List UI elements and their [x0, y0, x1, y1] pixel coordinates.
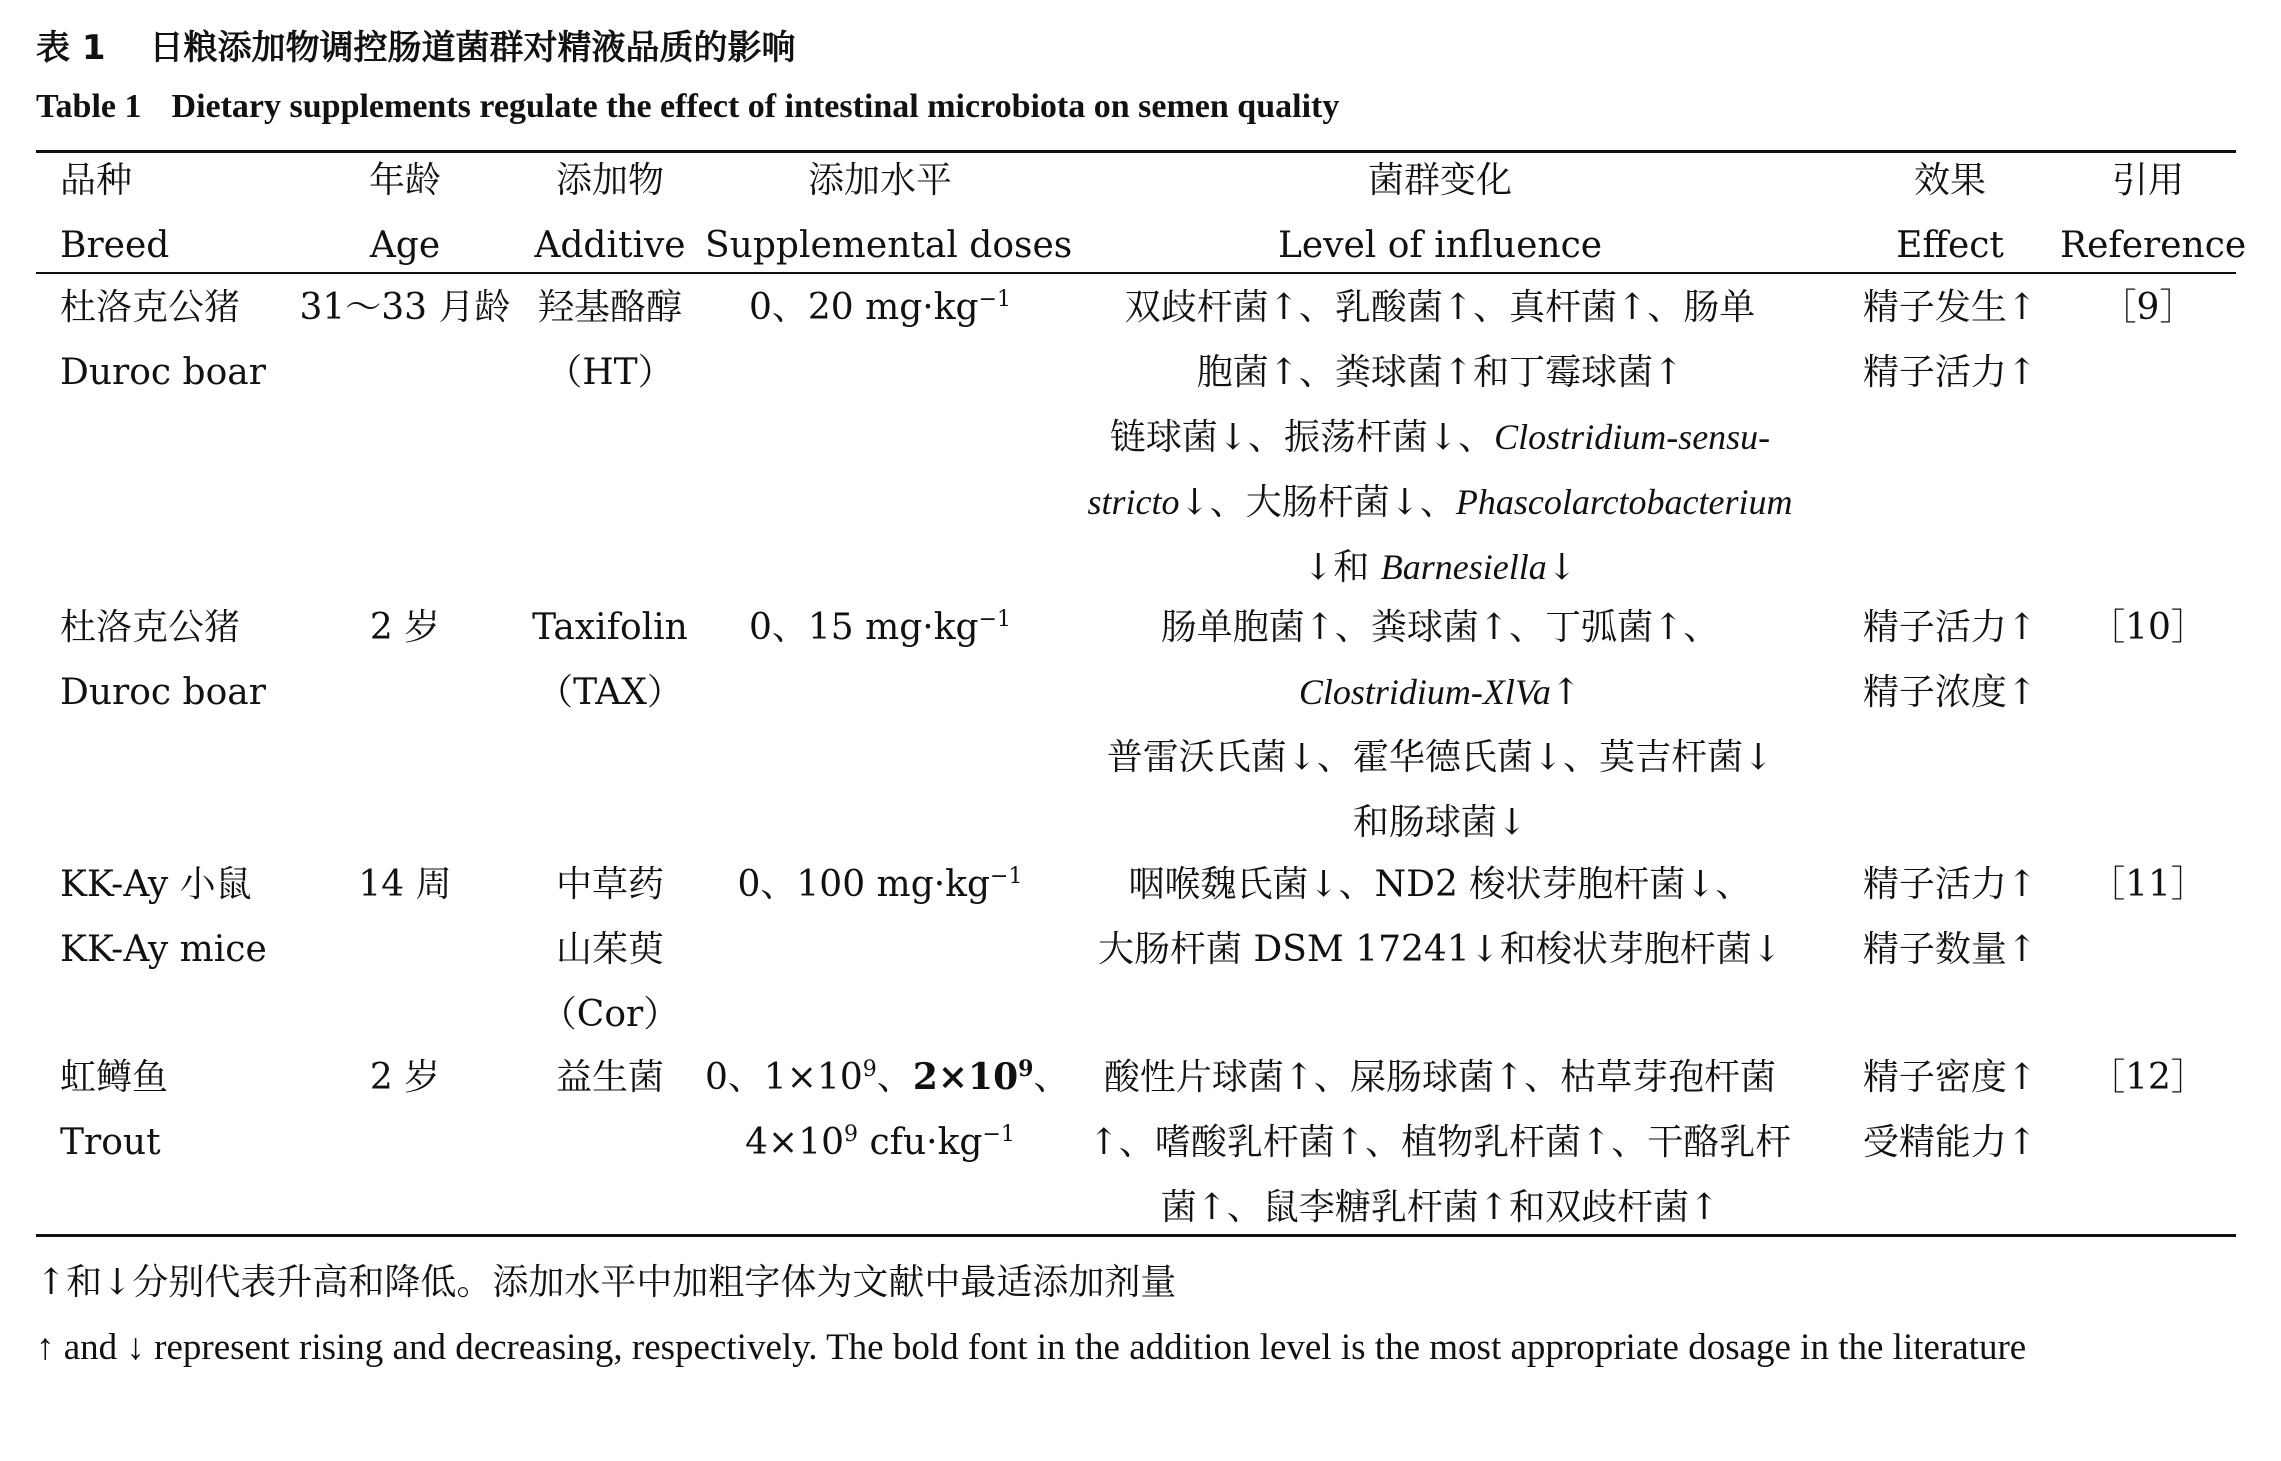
row2-dose: 0、15 $mg\cdot kg^{-1}$	[748, 607, 1012, 648]
header-effect: 效果 Effect	[1896, 160, 2004, 266]
header-reference: 引用 Reference	[2060, 160, 2247, 266]
row3-dose: 0、100 $mg\cdot kg^{-1}$	[737, 864, 1023, 905]
row4-reference: ［12］	[2089, 1057, 2207, 1098]
row3-age: 14 周	[358, 864, 452, 905]
header-doses: 添加水平 Supplemental doses	[705, 160, 1073, 266]
header-additive: 添加物 Additive	[534, 160, 686, 266]
row2-additive: Taxifolin （TAX）	[532, 607, 688, 713]
row3-influence: 咽喉魏氏菌↓、ND2 梭状芽胞杆菌↓、 大肠杆菌 DSM 17241↓和梭状芽胞杆菌↓	[1097, 864, 1783, 970]
caption-cn-title: 日粮添加物调控肠道菌群对精液品质的影响	[149, 28, 796, 68]
caption-en-number: Table 1	[36, 88, 142, 125]
row4-additive: 益生菌	[555, 1057, 664, 1098]
caption-en-title: Dietary supplements regulate the effect of intestinal microbiota on semen quality	[171, 88, 1340, 125]
row3-reference: ［11］	[2089, 864, 2207, 905]
header-influence: 菌群变化 Level of influence	[1277, 160, 1603, 266]
table-note-en: ↑ and ↓ represent rising and decreasing, respectively. The bold font in the addition level is the most appropriate dosage in the literature	[36, 1327, 2027, 1368]
row4-age: 2 岁	[369, 1057, 441, 1098]
row4-breed: 虹鳟鱼 Trout	[60, 1057, 169, 1163]
row1-additive: 羟基酪醇 （HT）	[537, 287, 682, 393]
row3-effect: 精子活力↑ 精子数量↑	[1862, 864, 2038, 970]
row2-age: 2 岁	[369, 607, 441, 648]
header-breed: 品种 Breed	[60, 160, 170, 266]
header-age: 年龄 Age	[368, 160, 441, 266]
row4-influence: 酸性片球菌↑、屎肠球菌↑、枯草芽孢杆菌 ↑、嗜酸乳杆菌↑、植物乳杆菌↑、干酪乳杆 菌↑、鼠李糖乳杆菌↑和双歧杆菌↑	[1088, 1057, 1792, 1228]
caption-cn-number: 表 1	[36, 28, 106, 68]
row1-influence: 双歧杆菌↑、乳酸菌↑、真杆菌↑、肠单 胞菌↑、粪球菌↑和丁霉球菌↑ 链球菌↓、振荡杆菌↓、Clostridium-sensu- stricto↓、大肠杆菌↓、Phascolarctobacterium ↓和 Barnesiella↓	[1087, 287, 1793, 588]
caption-en	[36, 88, 1339, 126]
row1-dose: 0、20 $mg\cdot kg^{-1}$	[748, 287, 1012, 328]
row1-effect: 精子发生↑ 精子活力↑	[1862, 287, 2038, 393]
row3-breed: KK-Ay 小鼠 KK-Ay mice	[60, 864, 267, 970]
row2-effect: 精子活力↑ 精子浓度↑	[1862, 607, 2038, 713]
row1-breed: 杜洛克公猪 Duroc boar	[60, 287, 266, 393]
row3-additive: 中草药 山茱萸 （Cor）	[540, 864, 680, 1035]
row1-age: 31～33 月龄	[299, 287, 511, 328]
row2-reference: ［10］	[2089, 607, 2207, 648]
row4-dose: 0、$1\times 10^9$、$2\times 10^9$、 $4\times 10^9$ $cfu\cdot kg^{-1}$	[705, 1056, 1070, 1163]
row4-effect: 精子密度↑ 受精能力↑	[1862, 1057, 2038, 1163]
table-note-cn: ↑和↓分别代表升高和降低。添加水平中加粗字体为文献中最适添加剂量	[36, 1262, 1177, 1303]
row1-reference: ［9］	[2100, 287, 2196, 328]
row2-breed: 杜洛克公猪 Duroc boar	[60, 607, 266, 713]
row2-influence: 肠单胞菌↑、粪球菌↑、丁弧菌↑、 Clostridium-XlVa↑ 普雷沃氏菌↓、霍华德氏菌↓、莫吉杆菌↓ 和肠球菌↓	[1106, 607, 1774, 843]
caption-cn	[36, 20, 796, 69]
